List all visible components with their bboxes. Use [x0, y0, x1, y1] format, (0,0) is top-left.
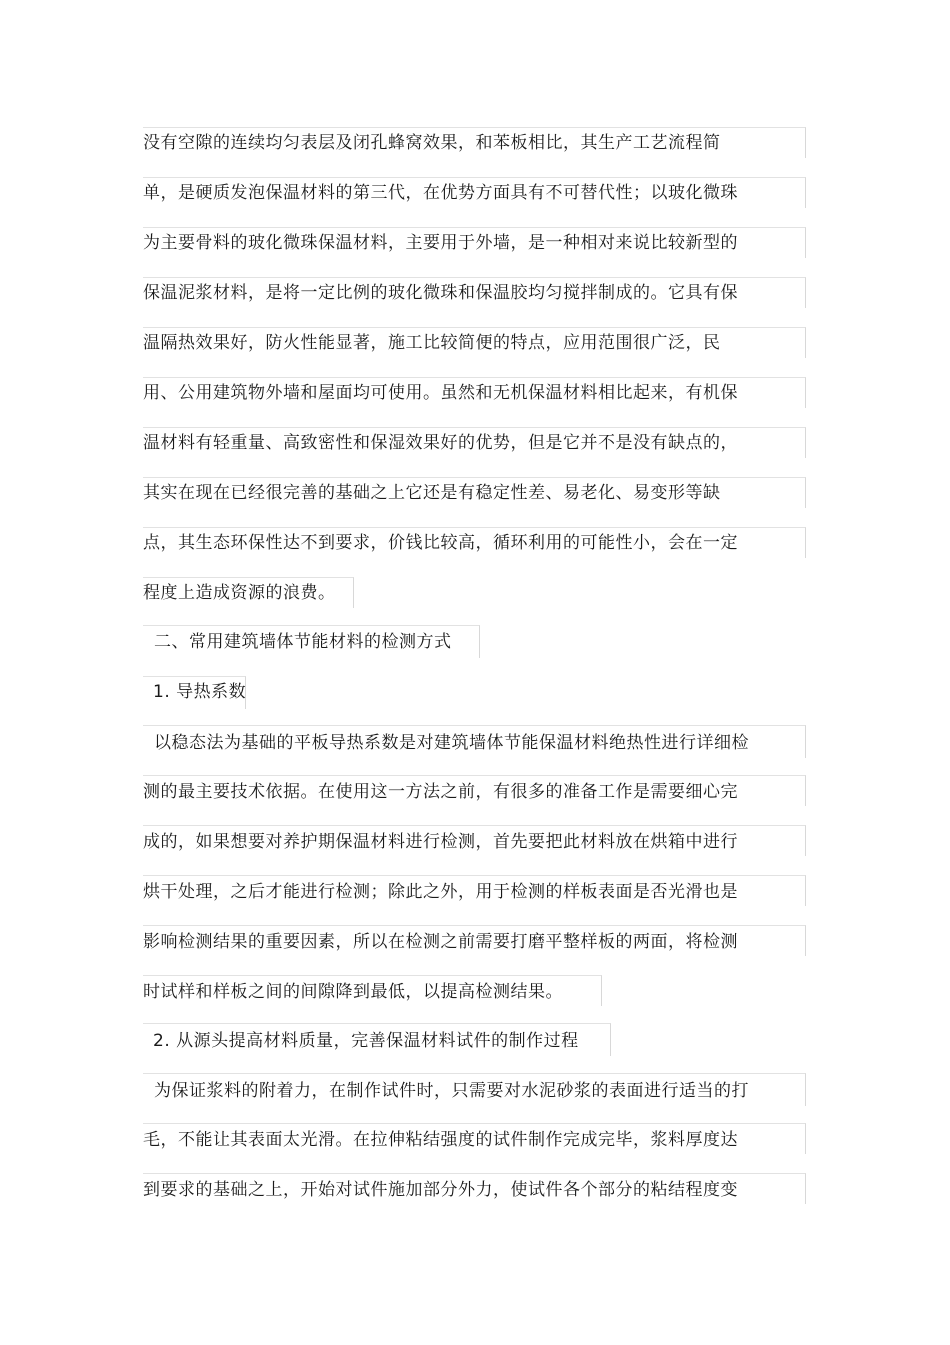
body-line: 单，是硬质发泡保温材料的第三代，在优势方面具有不可替代性；以玻化微珠 [143, 183, 738, 203]
body-line: 为主要骨料的玻化微珠保温材料，主要用于外墙，是一种相对来说比较新型的 [143, 233, 738, 253]
body-line: 用、公用建筑物外墙和屋面均可使用。虽然和无机保温材料相比起来，有机保 [143, 383, 738, 403]
body-line: 没有空隙的连续均匀表层及闭孔蜂窝效果，和苯板相比，其生产工艺流程简 [143, 133, 721, 153]
body-line: 为保证浆料的附着力，在制作试件时，只需要对水泥砂浆的表面进行适当的打 [154, 1081, 749, 1101]
body-line: 点，其生态环保性达不到要求，价钱比较高，循环利用的可能性小，会在一定 [143, 533, 738, 553]
body-line: 到要求的基础之上，开始对试件施加部分外力，使试件各个部分的粘结程度变 [143, 1180, 738, 1200]
body-line: 毛，不能让其表面太光滑。在拉伸粘结强度的试件制作完成完毕，浆料厚度达 [143, 1130, 738, 1150]
body-line: 烘干处理，之后才能进行检测；除此之外，用于检测的样板表面是否光滑也是 [143, 882, 738, 902]
body-line: 时试样和样板之间的间隙降到最低，以提高检测结果。 [143, 982, 563, 1002]
body-line: 成的，如果想要对养护期保温材料进行检测，首先要把此材料放在烘箱中进行 [143, 832, 738, 852]
body-line: 影响检测结果的重要因素，所以在检测之前需要打磨平整样板的两面，将检测 [143, 932, 738, 952]
subsection-heading: 2. 从源头提高材料质量，完善保温材料试件的制作过程 [153, 1031, 579, 1051]
body-line: 测的最主要技术依据。在使用这一方法之前，有很多的准备工作是需要细心完 [143, 782, 738, 802]
body-line: 温材料有轻重量、高致密性和保湿效果好的优势，但是它并不是没有缺点的， [143, 433, 738, 453]
body-line: 以稳态法为基础的平板导热系数是对建筑墙体节能保温材料绝热性进行详细检 [154, 733, 749, 753]
subsection-heading: 1. 导热系数 [153, 682, 247, 702]
section-heading: 二、常用建筑墙体节能材料的检测方式 [154, 632, 452, 652]
body-line: 保温泥浆材料，是将一定比例的玻化微珠和保温胶均匀搅拌制成的。它具有保 [143, 283, 738, 303]
body-line: 其实在现在已经很完善的基础之上它还是有稳定性差、易老化、易变形等缺 [143, 483, 721, 503]
body-line: 程度上造成资源的浪费。 [143, 583, 336, 603]
body-line: 温隔热效果好，防火性能显著，施工比较简便的特点，应用范围很广泛，民 [143, 333, 721, 353]
